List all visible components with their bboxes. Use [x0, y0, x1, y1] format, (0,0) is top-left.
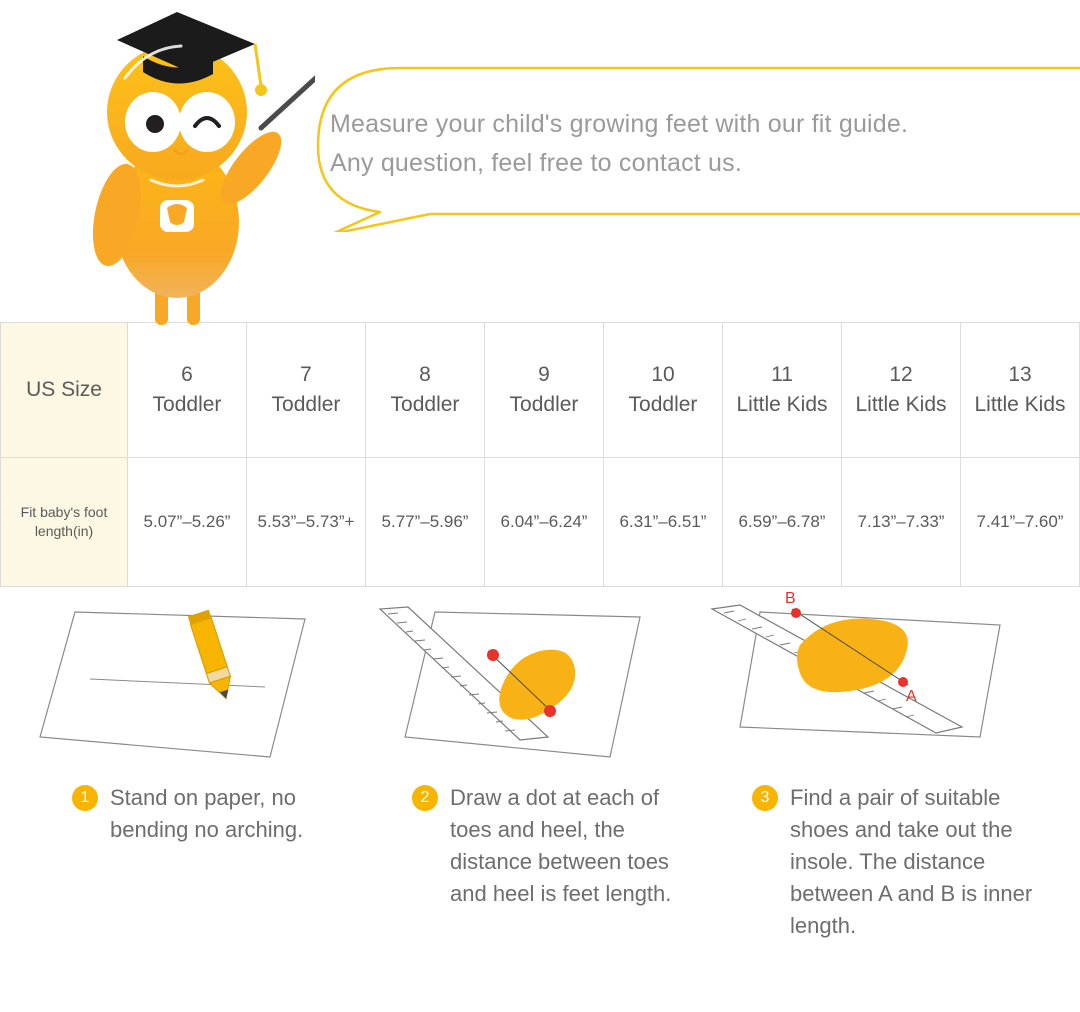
hero-section: [0, 0, 1080, 322]
ruler-foot-dots-illustration: [360, 587, 700, 782]
measure-steps: [0, 587, 1080, 967]
size-category: Toddler: [390, 393, 460, 416]
size-value: 10: [651, 363, 675, 386]
table-cell-length: 7.41”–7.60”: [961, 458, 1080, 587]
step-number-badge: 3: [752, 785, 778, 811]
bubble-text: Measure your child's growing feet with our fit guide. Any question, feel free to contact us.: [330, 110, 909, 177]
size-category: Toddler: [509, 393, 579, 416]
size-value: 13: [1008, 363, 1032, 386]
size-category: Toddler: [271, 393, 341, 416]
table-cell-size: [366, 323, 485, 458]
step-1-caption: [20, 782, 360, 846]
paper-and-pencil-illustration: [20, 587, 360, 782]
size-category: Little Kids: [974, 393, 1066, 416]
table-row-length: [1, 458, 1080, 587]
label-b: B: [785, 590, 796, 607]
step-2-figure: [360, 587, 700, 782]
size-category: Toddler: [152, 393, 222, 416]
step-1: [20, 587, 360, 846]
table-cell-length: 6.04”–6.24”: [485, 458, 604, 587]
step-2-caption: [360, 782, 700, 910]
size-chart-table: [0, 322, 1080, 587]
table-cell-length: 7.13”–7.33”: [842, 458, 961, 587]
size-value: 8: [419, 363, 431, 386]
owl-mascot-graduate: [55, 0, 315, 330]
size-category: Little Kids: [855, 393, 947, 416]
table-row-size: [1, 323, 1080, 458]
table-cell-size: [604, 323, 723, 458]
table-cell-size: [723, 323, 842, 458]
size-category: Little Kids: [736, 393, 828, 416]
table-cell-size: [128, 323, 247, 458]
row-header-length: Fit baby's foot length(in): [1, 458, 128, 587]
ruler-insole-ab-illustration: [700, 587, 1040, 782]
table-cell-length: 5.07”–5.26”: [128, 458, 247, 587]
row-header-size: US Size: [1, 323, 128, 458]
table-cell-size: [247, 323, 366, 458]
table-cell-length: 5.77”–5.96”: [366, 458, 485, 587]
step-number-badge: 1: [72, 785, 98, 811]
size-category: Toddler: [628, 393, 698, 416]
step-3: [700, 587, 1040, 942]
size-value: 6: [181, 363, 193, 386]
size-value: 11: [771, 363, 793, 386]
step-3-figure: [700, 587, 1040, 782]
size-value: 12: [889, 363, 913, 386]
step-text: Stand on paper, no bending no arching.: [110, 785, 304, 842]
size-value: 9: [538, 363, 550, 386]
step-text: Draw a dot at each of toes and heel, the distance between toes and heel is feet length.: [450, 785, 672, 906]
table-cell-size: [485, 323, 604, 458]
step-3-caption: [700, 782, 1040, 942]
table-cell-size: [961, 323, 1080, 458]
label-a: A: [906, 688, 917, 705]
size-value: 7: [300, 363, 312, 386]
step-2: [360, 587, 700, 910]
step-text: Find a pair of suitable shoes and take out the insole. The distance between A and B is inner length.: [790, 785, 1033, 938]
table-cell-length: 6.59”–6.78”: [723, 458, 842, 587]
table-cell-length: 5.53”–5.73”+: [247, 458, 366, 587]
table-cell-length: 6.31”–6.51”: [604, 458, 723, 587]
step-number-badge: 2: [412, 785, 438, 811]
table-cell-size: [842, 323, 961, 458]
step-1-figure: [20, 587, 360, 782]
